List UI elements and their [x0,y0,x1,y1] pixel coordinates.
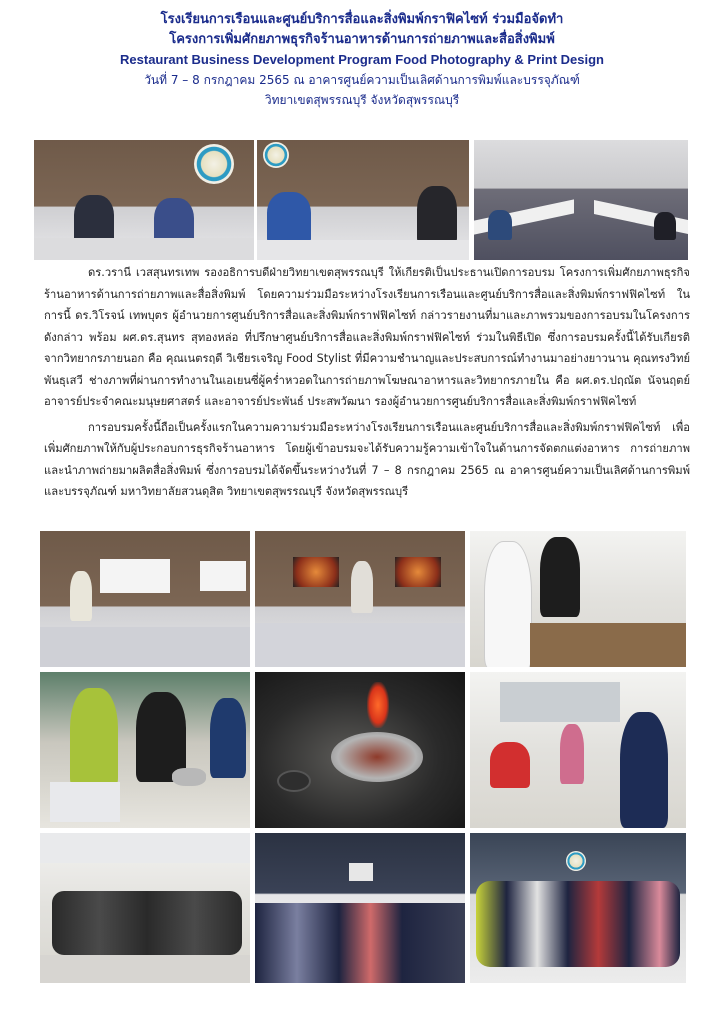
header-line-5: วิทยาเขตสุพรรณบุรี จังหวัดสุพรรณบุรี [264,93,460,107]
desk [34,238,254,260]
floor [40,955,250,983]
desk [257,240,469,260]
person [417,186,457,244]
logo-emblem [194,144,234,184]
food-table [530,623,686,667]
photo-training-hall [474,140,688,260]
article-body [44,262,690,503]
table [255,623,465,667]
logo-emblem [263,142,289,168]
person [540,537,580,617]
paragraph-2: การอบรมครั้งนี้ถือเป็นครั้งแรกในความความร่วมมือระหว่างโรงเรียนการเรือนและศูนย์บริการสื่อและสิ่งพิมพ์กราฟฟิคไซท์ เพื่อเพิ่มศักยภาพให้กับผู้ประกอบการธุรกิจร้านอาหาร โดยผู้เข้าอบรมจะได้รับความรู้ความเข้าใจในด้านการจัดตกแต่งอาหาร การถ่ายภาพและนำภาพถ่ายมาผลิตสื่อสิ่งพิมพ์ ซึ่งการอบรมได้จัดขึ้นระหว่างวันที่ 7 – 8 กรกฎาคม 2565 ณ อาคารศูนย์ความเป็นเลิศด้านการพิมพ์และบรรจุภัณฑ์ มหาวิทยาลัยสวนดุสิต วิทยาเขตสุพรรณบุรี จังหวัดสุพรรณบุรี [44,420,690,498]
photo-hotpot [255,672,465,828]
header-line-3: Restaurant Business Development Program Food Photography & Print Design [120,52,604,67]
photo-lecture-screen [40,531,250,667]
person [484,541,532,667]
group-row [476,881,680,967]
screen [349,863,373,881]
photo-audience [255,833,465,983]
paragraph-1: ดร.วรานี เวสสุนทรเทพ รองอธิการบดีฝ่ายวิทยาเขตสุพรรณบุรี ให้เกียรติเป็นประธานเปิดการอบรม โครงการเพิ่มศักยภาพธุรกิจร้านอาหารด้านการถ่ายภาพและสื่อสิ่งพิมพ์ โดยความร่วมมือระหว่างโรงเรียนการเรือนและศูนย์บริการสื่อและสิ่งพิมพ์กราฟฟิคไซท์ ในการนี้ ดร.วิโรจน์ เทพบุตร ผู้อำนวยการศูนย์บริการสื่อและสิ่งพิมพ์กราฟฟิคไซท์ กล่าวรายงานที่มาและภาพรวมของการอบรมในโครงการดังกล่าว พร้อม ผศ.ดร.สุนทร สุทองหล่อ ที่ปรึกษาศูนย์บริการสื่อและสิ่งพิมพ์กราฟฟิคไซท์ ร่วมในพิธีเปิด ซึ่งการอบรมครั้งนี้ได้รับเกียรติจากวิทยากรภายนอก คือ คุณเนตรฤดี วิเชียรเจริญ Food Stylist ที่มีความชำนาญและประสบการณ์ทำงานมาอย่างยาวนาน คุณทรงวิทย์ พันธุเสวี ช่างภาพที่ผ่านการทำงานในเอเยนซี่ผู้คร่ำหวอดในการถ่ายภาพโฆษณาอาหารและวิทยากรภายใน คือ ผศ.ดร.ปฤณัต นัจนฤตย์ อาจารย์ประจำคณะมนุษยศาสตร์ และอาจารย์ประพันธ์ ประสพวัฒนา รองผู้อำนวยการศูนย์บริการสื่อและสิ่งพิมพ์กราฟฟิคไซท์ [44,266,690,408]
header-line-1: โรงเรียนการเรือนและศูนย์บริการสื่อและสิ่งพิมพ์กราฟิคไซท์ ร่วมมือจัดทำ [160,12,564,27]
logo-emblem [566,851,586,871]
photo-opening-speakers [34,140,254,260]
person [560,724,584,784]
person [267,192,311,244]
header-line-4: วันที่ 7 – 8 กรกฎาคม 2565 ณ อาคารศูนย์ความเป็นเลิศด้านการพิมพ์และบรรจุภัณฑ์ [144,73,580,87]
person [488,210,512,240]
laptop [50,782,120,822]
document-header [0,10,724,110]
photo-group-certificates [40,833,250,983]
hotpot-bowl [331,732,423,782]
tv-screen-food [293,557,339,587]
person [70,571,92,621]
photo-final-group [470,833,686,983]
sauce-bowl [277,770,311,792]
person [620,712,668,828]
audience-seated [255,903,465,983]
table [40,627,250,667]
person [70,688,118,788]
header-line-2: โครงการเพิ่มศักยภาพธุรกิจร้านอาหารด้านการถ่ายภาพและสื่อสิ่งพิมพ์ [169,32,555,47]
photo-opening-ceremony [257,140,469,260]
person [654,212,676,240]
flame [367,682,389,728]
window-wall [500,682,620,722]
photo-food-screen [255,531,465,667]
tv-screen-food [395,557,441,587]
person [351,561,373,613]
person [210,698,246,778]
projection-screen [200,561,246,591]
photo-group-observing [470,672,686,828]
ceiling [40,833,250,863]
cooking-pot [172,768,206,786]
projection-screen [100,559,170,593]
group-row [52,891,242,955]
photo-cooking-demo [40,672,250,828]
person [490,742,530,788]
photo-food-styling [470,531,686,667]
